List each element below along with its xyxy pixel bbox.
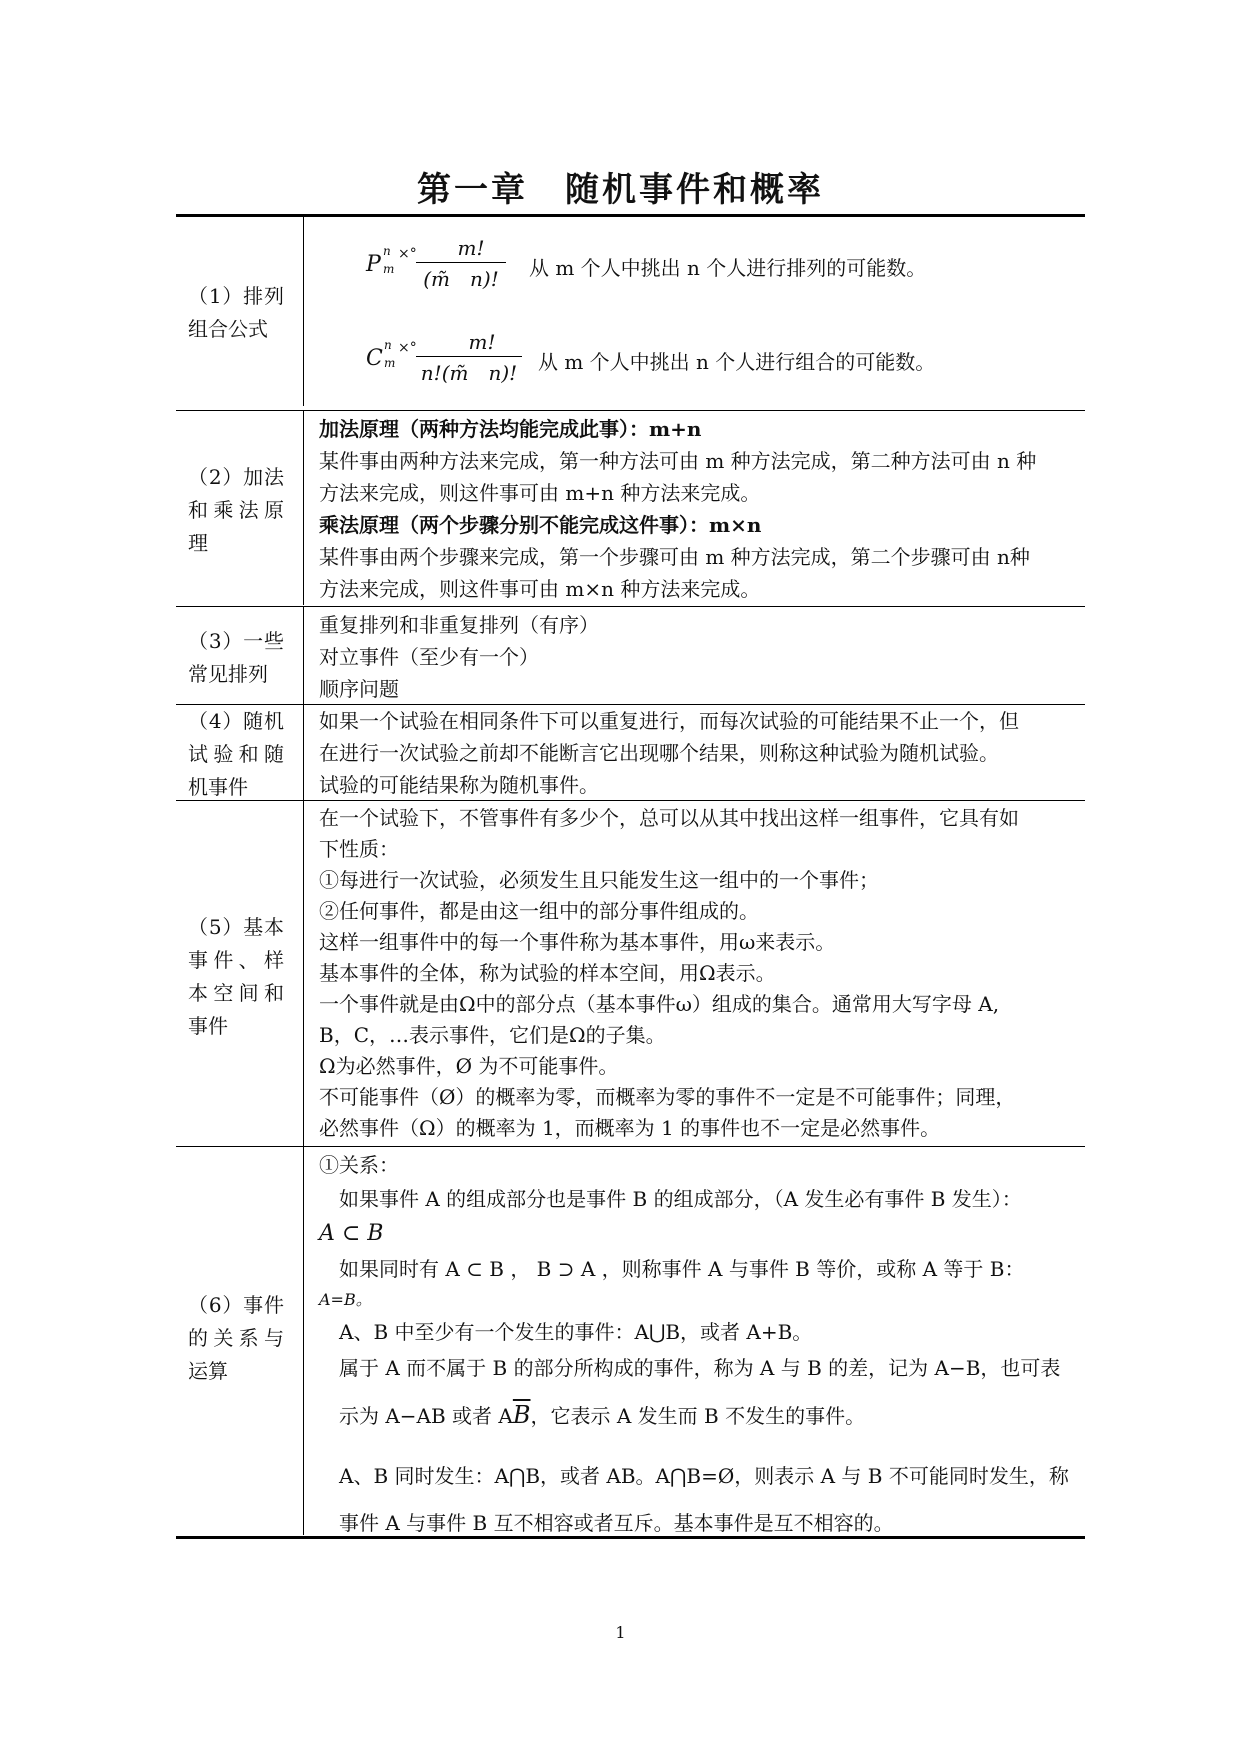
row-content [319, 1149, 1079, 1540]
text-line: ①每进行一次试验，必须发生且只能发生这一组中的一个事件； [319, 868, 879, 892]
page-number: 1 [615, 1623, 626, 1642]
text-line: 一个事件就是由Ω中的部分点（基本事件ω）组成的集合。通常用大写字母 A, [319, 992, 1000, 1016]
text-line: 方法来完成，则这件事可由 m×n 种方法来完成。 [319, 577, 761, 601]
table-row [176, 704, 1085, 801]
column-divider [303, 411, 304, 605]
row-label: （5）基本事件、样本空间和事件 [188, 915, 284, 1038]
text-line: 试验的可能结果称为随机事件。 [319, 773, 599, 797]
formula-equal: A=B。 [319, 1290, 372, 1309]
column-divider [303, 216, 304, 406]
text-line: 对立事件（至少有一个） [319, 645, 539, 669]
text-line: A、B 中至少有一个发生的事件：A⋃B，或者 A+B。 [319, 1320, 813, 1344]
text-line: 如果事件 A 的组成部分也是事件 B 的组成部分，（A 发生必有事件 B 发生）： [319, 1187, 1022, 1211]
formula-subset: A ⊂ B [319, 1221, 384, 1246]
perm-superscript: n [383, 244, 391, 258]
text-line: 方法来完成，则这件事可由 m+n 种方法来完成。 [319, 481, 761, 505]
table-row [176, 410, 1085, 605]
text-line: 下性质： [319, 837, 399, 861]
comb-denominator: n!(m̃ n)! [420, 361, 518, 385]
text-line: 不可能事件（Ø）的概率为零，而概率为零的事件不一定是不可能事件；同理， [319, 1085, 1016, 1109]
comb-glyph: ×° [398, 340, 417, 356]
heading-addition-principle: 加法原理（两种方法均能完成此事）：m+n [319, 417, 702, 441]
row-content [319, 609, 1079, 705]
overline-b: $\overline{B}$ [512, 1401, 531, 1429]
perm-denominator: (m̃ n)! [423, 267, 499, 291]
row-label: （3）一些常见排列 [188, 629, 284, 686]
row-content [319, 413, 1079, 605]
text-line: A、B 同时发生：A⋂B，或者 AB。A⋂B=Ø，则表示 A 与 B 不可能同时发生，称 [319, 1464, 1069, 1488]
perm-symbol: P [366, 252, 381, 277]
text-line: 必然事件（Ω）的概率为 1，而概率为 1 的事件也不一定是必然事件。 [319, 1116, 941, 1140]
text-line: 在一个试验下，不管事件有多少个，总可以从其中找出这样一组事件，它具有如 [319, 806, 1019, 830]
comb-symbol: C [366, 346, 383, 371]
text-line: 这样一组事件中的每一个事件称为基本事件，用ω来表示。 [319, 930, 836, 954]
text-line: 某件事由两个步骤来完成，第一个步骤可由 m 种方法完成，第二个步骤可由 n种 [319, 545, 1030, 569]
perm-glyph: ×° [398, 246, 417, 262]
row-label: （2）加法和乘法原理 [188, 465, 284, 555]
text-line: 某件事由两种方法来完成，第一种方法可由 m 种方法完成，第二种方法可由 n 种 [319, 449, 1037, 473]
row-label: （6）事件的关系与运算 [188, 1293, 284, 1383]
table-row [176, 800, 1085, 1147]
perm-description: 从 m 个人中挑出 n 个人进行排列的可能数。 [529, 256, 927, 280]
perm-subscript: m [383, 262, 395, 276]
text-line [319, 1385, 1079, 1446]
text-line: 属于 A 而不属于 B 的部分所构成的事件，称为 A 与 B 的差，记为 A−B，也可表 [319, 1356, 1061, 1380]
column-divider [303, 705, 304, 801]
heading-multiplication-principle: 乘法原理（两个步骤分别不能完成这件事）：m×n [319, 513, 762, 537]
text-line: 事件 A 与事件 B 互不相容或者互斥。基本事件是互不相容的。 [319, 1511, 894, 1535]
comb-description: 从 m 个人中挑出 n 个人进行组合的可能数。 [538, 350, 936, 374]
column-divider [303, 607, 304, 705]
text-line: 顺序问题 [319, 677, 399, 701]
row-label: （1）排列组合公式 [188, 284, 284, 341]
text-line: ①关系： [319, 1153, 399, 1177]
text-line: 如果一个试验在相同条件下可以重复进行，而每次试验的可能结果不止一个，但 [319, 709, 1019, 733]
perm-fraction [416, 236, 506, 292]
comb-superscript: n [384, 338, 392, 352]
page-title: 第一章 随机事件和概率 [417, 170, 824, 210]
comb-numerator: m! [468, 330, 496, 354]
text-line: 在进行一次试验之前却不能断言它出现哪个结果，则称这种试验为随机试验。 [319, 741, 999, 765]
table-row [176, 1146, 1085, 1535]
text-line: 基本事件的全体，称为试验的样本空间，用Ω表示。 [319, 961, 776, 985]
text-line: Ω为必然事件，Ø 为不可能事件。 [319, 1054, 619, 1078]
row-content [319, 803, 1079, 1144]
text-line: ②任何事件，都是由这一组中的部分事件组成的。 [319, 899, 759, 923]
row-label: （4）随机试验和随机事件 [188, 709, 284, 799]
comb-fraction [416, 330, 522, 386]
text-line: 重复排列和非重复排列（有序） [319, 613, 599, 637]
difference-text: 示为 A−AB 或者 A [319, 1404, 513, 1428]
comb-subscript: m [384, 356, 396, 370]
text-line: 如果同时有 A ⊂ B ， B ⊃ A ，则称事件 A 与事件 B 等价，或称 A 等于 B： [319, 1257, 1025, 1281]
difference-text-end: ，它表示 A 发生而 B 不发生的事件。 [530, 1404, 866, 1428]
row-content [319, 705, 1079, 801]
column-divider [303, 801, 304, 1147]
column-divider [303, 1147, 304, 1535]
table-row [176, 216, 1085, 406]
table-row [176, 606, 1085, 705]
perm-numerator: m! [457, 236, 485, 260]
text-line: B，C，…表示事件，它们是Ω的子集。 [319, 1023, 666, 1047]
bottom-rule [176, 1536, 1085, 1539]
